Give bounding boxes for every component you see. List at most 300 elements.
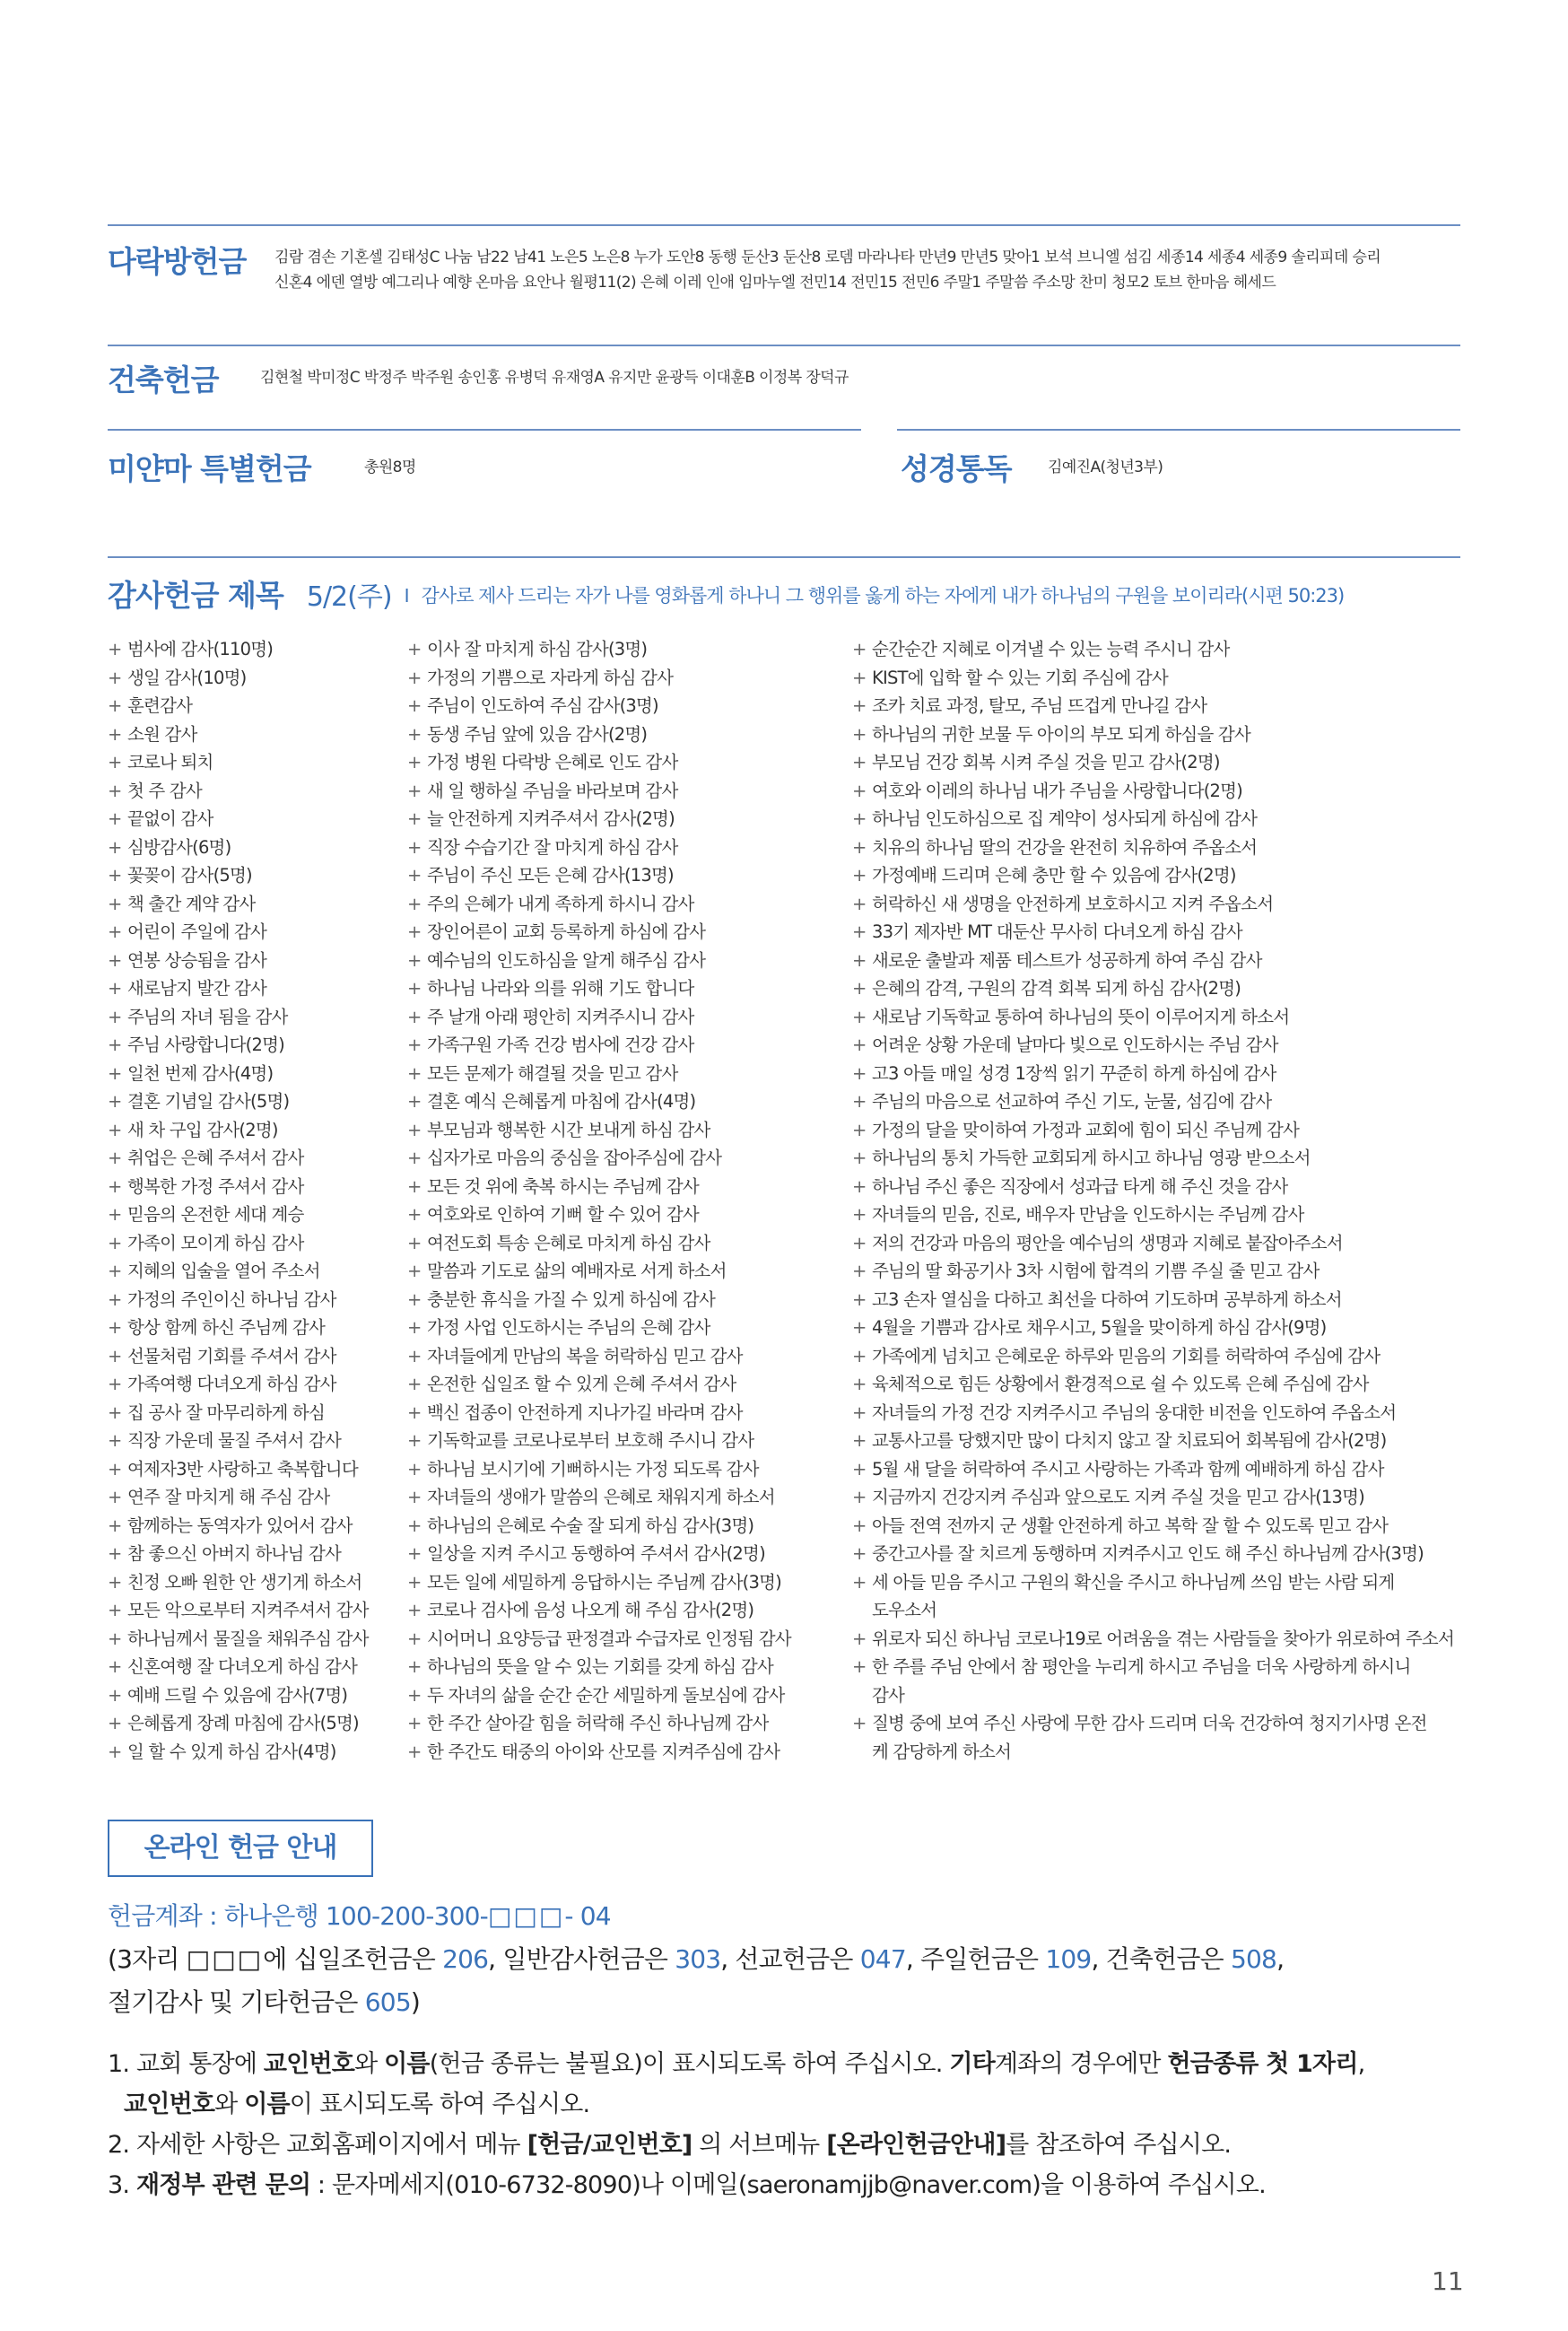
- thanks-item: [108, 1200, 395, 1229]
- thanks-item-text: 모든 일에 세밀하게 응답하시는 주님께 감사(3명): [427, 1571, 781, 1593]
- note-1-bold-d: 헌금종류 첫 1자리: [1167, 2050, 1358, 2078]
- thanks-item: [852, 777, 1462, 806]
- plus-icon: +: [407, 1487, 422, 1507]
- thanks-item: [852, 1427, 1462, 1455]
- account-codes-line: [108, 1938, 1284, 1981]
- plus-icon: +: [407, 639, 422, 659]
- plus-icon: +: [852, 949, 867, 971]
- thanks-item: [108, 1116, 395, 1145]
- thanks-item-text: 믿음의 온전한 세대 계승: [127, 1204, 304, 1225]
- plus-icon: +: [108, 1119, 122, 1140]
- thanks-item: [852, 692, 1462, 720]
- note-3: [108, 2165, 1364, 2205]
- thanks-item: [108, 1229, 395, 1258]
- thanks-item-text: 예배 드릴 수 있음에 감사(7명): [127, 1684, 348, 1706]
- thanks-item-text: 말씀과 기도로 삶의 예배자로 서게 하소서: [427, 1261, 727, 1281]
- thanks-item-text: 기독학교를 코로나로부터 보호해 주시니 감사: [427, 1430, 754, 1451]
- thanks-item: [852, 1144, 1462, 1173]
- thanks-item: [852, 1596, 1462, 1625]
- thanks-item-text: 행복한 가정 주셔서 감사: [127, 1175, 304, 1197]
- thanks-item-text: 연주 잘 마치게 해 주심 감사: [127, 1487, 330, 1507]
- plus-icon: +: [852, 1401, 867, 1423]
- plus-icon: +: [407, 1288, 422, 1310]
- thanks-item-text: 한 주간도 태중의 아이와 산모를 지켜주심에 감사: [427, 1741, 780, 1762]
- thanks-item: [852, 1173, 1462, 1201]
- thanks-column-2: [407, 635, 838, 1766]
- note-1-text-d: 계좌의 경우에만: [994, 2050, 1168, 2078]
- thanks-item-text: 범사에 감사(110명): [127, 639, 274, 659]
- plus-icon: +: [108, 949, 122, 971]
- thanks-item: [852, 1286, 1462, 1314]
- thanks-item-text: 한 주를 주님 안에서 참 평안을 누리게 하시고 주님을 더욱 사랑하게 하시니: [872, 1656, 1411, 1677]
- note-2-bold-b: [온라인헌금안내]: [826, 2131, 1006, 2159]
- plus-icon: +: [407, 1148, 422, 1168]
- thanks-item-text: 하나님 인도하심으로 집 계약이 성사되게 하심에 감사: [872, 808, 1258, 829]
- thanks-item: [852, 664, 1462, 693]
- note-3-text-a: 3.: [108, 2171, 136, 2199]
- thanks-item: [108, 1653, 395, 1681]
- thanks-item-text: 33기 제자반 MT 대둔산 무사히 다녀오게 하심 감사: [872, 921, 1242, 942]
- plus-icon: +: [852, 1458, 867, 1480]
- plus-icon: +: [852, 1543, 867, 1564]
- thanks-item: [407, 890, 838, 919]
- plus-icon: +: [407, 1741, 422, 1762]
- thanks-item: [407, 834, 838, 862]
- plus-icon: +: [852, 667, 867, 688]
- thanks-item: [108, 720, 395, 749]
- thanks-item: [407, 692, 838, 720]
- code-building: 508: [1231, 1944, 1277, 1974]
- note-1-text-a: 1. 교회 통장에: [108, 2050, 264, 2078]
- thanks-item-text: 도우소서: [872, 1600, 937, 1620]
- thanks-item-text: 훈련감사: [127, 695, 193, 716]
- plus-icon: +: [852, 1261, 867, 1281]
- plus-icon: +: [852, 1062, 867, 1084]
- thanks-item-text: 주의 은혜가 내게 족하게 하시니 감사: [427, 893, 694, 914]
- note-2-bold-a: [헌금/교인번호]: [527, 2131, 693, 2159]
- note-2: [108, 2125, 1364, 2165]
- plus-icon: +: [108, 1628, 122, 1649]
- thanks-item-text: 고3 아들 매일 성경 1장씩 읽기 꾸준히 하게 하심에 감사: [872, 1062, 1276, 1084]
- plus-icon: +: [407, 893, 422, 914]
- thanks-item-text: 결혼 기념일 감사(5명): [127, 1091, 290, 1112]
- thanks-item: [108, 1427, 395, 1455]
- codes-prefix: (3자리: [108, 1944, 179, 1974]
- account-boxes: □□□: [487, 1901, 565, 1931]
- thanks-item: [407, 1229, 838, 1258]
- thanks-column-1: [108, 635, 395, 1766]
- plus-icon: +: [852, 978, 867, 999]
- thanks-item: [407, 1709, 838, 1738]
- note-2-text-c: 를 참조하여 주십시오.: [1006, 2131, 1232, 2159]
- plus-icon: +: [852, 639, 867, 659]
- thanks-item-text: 은혜롭게 장례 마침에 감사(5명): [127, 1713, 359, 1733]
- thanks-item: [407, 777, 838, 806]
- code-sunday: 109: [1045, 1944, 1092, 1974]
- thanks-item-text: 가족여행 다녀오게 하심 감사: [127, 1374, 336, 1394]
- thanks-item-text: 이사 잘 마치게 하심 감사(3명): [427, 639, 648, 659]
- thanks-item-text: 직장 수습기간 잘 마치게 하심 감사: [427, 836, 678, 858]
- thanks-item: [852, 1455, 1462, 1484]
- thanks-item: [108, 1596, 395, 1625]
- plus-icon: +: [852, 780, 867, 801]
- online-notes: [108, 2044, 1364, 2205]
- plus-icon: +: [407, 752, 422, 773]
- thanks-item-text: 부모님 건강 회복 시켜 주실 것을 믿고 감사(2명): [872, 752, 1220, 773]
- thanks-item-text: 새 차 구입 감사(2명): [127, 1119, 278, 1140]
- thanks-item: [852, 918, 1462, 947]
- thanks-item-text: 생일 감사(10명): [127, 667, 247, 688]
- thanks-item: [407, 1257, 838, 1286]
- thanks-item: [108, 890, 395, 919]
- thanks-item: [407, 1370, 838, 1399]
- plus-icon: +: [407, 1175, 422, 1197]
- plus-icon: +: [108, 921, 122, 942]
- thanks-item-text: 하나님의 귀한 보물 두 아이의 부모 되게 하심을 감사: [872, 723, 1250, 745]
- note-1: [108, 2044, 1364, 2084]
- plus-icon: +: [852, 1345, 867, 1366]
- thanks-item: [852, 1399, 1462, 1427]
- plus-icon: +: [108, 1261, 122, 1281]
- thanks-item: [407, 664, 838, 693]
- plus-icon: +: [407, 1232, 422, 1253]
- thanks-item-text: 주 날개 아래 평안히 지켜주시니 감사: [427, 1006, 694, 1027]
- codes-comma: ,: [1276, 1944, 1285, 1974]
- thanks-item: [407, 1455, 838, 1484]
- darakbang-line-2: 신혼4 에덴 열방 예그리나 예향 온마음 요안나 월평11(2) 은혜 이레 인애 임마누엘 전민14 전민15 전민6 주말1 주말씀 주소망 찬미 청모2 토브 한마음 헤세드: [274, 274, 1276, 292]
- thanks-item: [852, 1738, 1462, 1767]
- thanks-item-text: 새로남지 발간 감사: [127, 978, 267, 999]
- thanks-header: [108, 572, 1344, 615]
- thanks-item: [407, 918, 838, 947]
- thanks-item: [407, 1653, 838, 1681]
- thanks-item: [852, 1003, 1462, 1032]
- thanks-item-text: 집 공사 잘 마무리하게 하심: [127, 1401, 326, 1423]
- account-label: 헌금계좌 : 하나은행 100-200-300-: [108, 1901, 488, 1931]
- plus-icon: +: [407, 1006, 422, 1027]
- myanmar-title: 미얀마 특별헌금: [108, 451, 311, 486]
- thanks-item: [108, 1031, 395, 1060]
- thanks-item: [108, 1173, 395, 1201]
- thanks-item-text: 새로남 기독학교 통하여 하나님의 뜻이 이루어지게 하소서: [872, 1006, 1290, 1027]
- thanks-item: [852, 834, 1462, 862]
- thanks-item-text: 연봉 상승됨을 감사: [127, 949, 267, 971]
- plus-icon: +: [108, 1345, 122, 1366]
- thanks-item-text: 부모님과 행복한 시간 보내게 하심 감사: [427, 1119, 710, 1140]
- plus-icon: +: [852, 1148, 867, 1168]
- darakbang-names: [274, 245, 1468, 295]
- thanks-item-text: 취업은 은혜 주셔서 감사: [127, 1148, 304, 1168]
- thanks-item: [108, 664, 395, 693]
- plus-icon: +: [852, 1091, 867, 1112]
- thanks-item: [407, 1144, 838, 1173]
- plus-icon: +: [407, 1600, 422, 1620]
- codes-text-sunday: , 주일헌금은: [905, 1944, 1039, 1974]
- thanks-item: [108, 1681, 395, 1710]
- thanks-item: [852, 1257, 1462, 1286]
- plus-icon: +: [407, 780, 422, 801]
- account-line: [108, 1895, 611, 1938]
- thanks-item-text: 하나님께서 물질을 채워주심 감사: [127, 1628, 369, 1649]
- note-3-text-b: : 문자메세지(010-6732-8090)나 이메일(saeronamjjb@naver.com)을 이용하여 주십시오.: [310, 2171, 1266, 2199]
- thanks-item-text: 지혜의 입술을 열어 주소서: [127, 1261, 320, 1281]
- plus-icon: +: [852, 1374, 867, 1394]
- thanks-item-text: 순간순간 지혜로 이겨낼 수 있는 능력 주시니 감사: [872, 639, 1230, 659]
- thanks-item-text: 조카 치료 과정, 탈모, 주님 뜨겁게 만나길 감사: [872, 695, 1207, 716]
- thanks-item: [852, 861, 1462, 890]
- thanks-item-text: 소원 감사: [127, 723, 197, 745]
- code-tithe: 206: [442, 1944, 489, 1974]
- thanks-item-text: 어려운 상황 가운데 날마다 빛으로 인도하시는 주님 감사: [872, 1035, 1278, 1055]
- thanks-item: [108, 1399, 395, 1427]
- plus-icon: +: [852, 1487, 867, 1507]
- thanks-item: [852, 1087, 1462, 1116]
- thanks-item: [407, 1286, 838, 1314]
- plus-icon: +: [108, 1204, 122, 1225]
- thanks-item-text: 여호와로 인하여 기뻐 할 수 있어 감사: [427, 1204, 699, 1225]
- plus-icon: +: [407, 1430, 422, 1451]
- thanks-item-text: 장인어른이 교회 등록하게 하심에 감사: [427, 921, 706, 942]
- thanks-verse: 감사로 제사 드리는 자가 나를 영화롭게 하나니 그 행위를 옳게 하는 자에게 내가 하나님의 구원을 보이리라(시편 50:23): [421, 585, 1345, 607]
- thanks-item-text: 여전도회 특송 은혜로 마치게 하심 감사: [427, 1232, 710, 1253]
- plus-icon: +: [108, 639, 122, 659]
- thanks-item: [852, 1540, 1462, 1568]
- note-1b-text-b: 이 표시되도록 하여 주십시오.: [289, 2091, 590, 2118]
- thanks-item-text: 허락하신 새 생명을 안전하게 보호하시고 지켜 주옵소서: [872, 893, 1274, 914]
- thanks-item: [108, 1144, 395, 1173]
- thanks-item-text: 교통사고를 당했지만 많이 다치지 않고 잘 치료되어 회복됨에 감사(2명): [872, 1430, 1387, 1451]
- account-suffix: - 04: [564, 1901, 611, 1931]
- plus-icon: +: [108, 808, 122, 829]
- thanks-item: [852, 1116, 1462, 1145]
- thanks-item-text: 자녀들의 생애가 말씀의 은혜로 채워지게 하소서: [427, 1487, 775, 1507]
- note-1-text-c: (헌금 종류는 불필요)이 표시되도록 하여 주십시오.: [429, 2050, 950, 2078]
- plus-icon: +: [108, 1458, 122, 1480]
- note-2-text-b: 의 서브메뉴: [692, 2131, 827, 2159]
- plus-icon: +: [407, 1317, 422, 1338]
- plus-icon: +: [108, 723, 122, 745]
- thanks-item: [108, 1370, 395, 1399]
- thanks-item-text: 동생 주님 앞에 있음 감사(2명): [427, 723, 648, 745]
- thanks-item: [407, 1342, 838, 1371]
- thanks-item-text: 주님 사랑합니다(2명): [127, 1035, 284, 1055]
- plus-icon: +: [852, 1119, 867, 1140]
- plus-icon: +: [108, 1091, 122, 1112]
- thanks-item: [407, 1483, 838, 1512]
- plus-icon: +: [108, 1430, 122, 1451]
- code-mission: 047: [859, 1944, 906, 1974]
- building-top-rule: [108, 345, 1460, 346]
- plus-icon: +: [852, 1571, 867, 1593]
- thanks-item-text: 가족이 모이게 하심 감사: [127, 1232, 304, 1253]
- thanks-item: [108, 1060, 395, 1088]
- thanks-item-text: 자녀들에게 만남의 복을 허락하심 믿고 감사: [427, 1345, 743, 1366]
- thanks-item-text: 온전한 십일조 할 수 있게 은혜 주셔서 감사: [427, 1374, 736, 1394]
- thanks-item-text: 주님이 인도하여 주심 감사(3명): [427, 695, 658, 716]
- darakbang-title: 다락방헌금: [108, 244, 247, 279]
- plus-icon: +: [407, 1035, 422, 1055]
- darakbang-top-rule: [108, 224, 1460, 226]
- myanmar-names: 총원8명: [364, 458, 416, 476]
- account-codes-line-2: [108, 1981, 420, 2024]
- thanks-item-text: 코로나 퇴치: [127, 752, 213, 773]
- thanks-item-text: 가정의 달을 맞이하여 가정과 교회에 힘이 되신 주님께 감사: [872, 1119, 1300, 1140]
- thanks-item-text: 가정의 기쁨으로 자라게 하심 감사: [427, 667, 674, 688]
- thanks-item-text: 일 할 수 있게 하심 감사(4명): [127, 1741, 336, 1762]
- thanks-item-text: 모든 것 위에 축복 하시는 주님께 감사: [427, 1175, 699, 1197]
- thanks-item-text: 함께하는 동역자가 있어서 감사: [127, 1515, 353, 1536]
- thanks-item: [407, 1200, 838, 1229]
- plus-icon: +: [108, 836, 122, 858]
- thanks-item: [407, 1427, 838, 1455]
- thanks-item-text: 주님의 마음으로 선교하여 주신 기도, 눈물, 섬김에 감사: [872, 1091, 1272, 1112]
- thanks-item: [108, 1540, 395, 1568]
- thanks-item-text: 은혜의 감격, 구원의 감격 회복 되게 하심 감사(2명): [872, 978, 1241, 999]
- thanks-item-text: 질병 중에 보여 주신 사랑에 무한 감사 드리며 더욱 건강하여 청지기사명 온전: [872, 1713, 1427, 1733]
- thanks-item: [852, 1314, 1462, 1342]
- thanks-item: [852, 635, 1462, 664]
- plus-icon: +: [407, 1656, 422, 1677]
- plus-icon: +: [108, 1232, 122, 1253]
- thanks-item: [108, 1483, 395, 1512]
- thanks-item-text: 직장 가운데 물질 주셔서 감사: [127, 1430, 342, 1451]
- thanks-item: [407, 861, 838, 890]
- plus-icon: +: [852, 808, 867, 829]
- thanks-item-text: 하나님 주신 좋은 직장에서 성과급 타게 해 주신 것을 감사: [872, 1175, 1288, 1197]
- plus-icon: +: [407, 1515, 422, 1536]
- plus-icon: +: [852, 1204, 867, 1225]
- thanks-item-text: 가정의 주인이신 하나님 감사: [127, 1288, 336, 1310]
- plus-icon: +: [407, 695, 422, 716]
- thanks-item-text: 끝없이 감사: [127, 808, 213, 829]
- thanks-item-text: KIST에 입학 할 수 있는 기회 주심에 감사: [872, 667, 1168, 688]
- thanks-item: [852, 720, 1462, 749]
- thanks-item: [108, 1286, 395, 1314]
- plus-icon: +: [108, 667, 122, 688]
- plus-icon: +: [108, 1035, 122, 1055]
- thanks-item-text: 주님의 자녀 됨을 감사: [127, 1006, 288, 1027]
- thanks-item: [407, 1568, 838, 1597]
- page-number: 11: [1432, 2266, 1464, 2296]
- plus-icon: +: [108, 1374, 122, 1394]
- thanks-item-text: 여호와 이레의 하나님 내가 주님을 사랑합니다(2명): [872, 780, 1242, 801]
- plus-icon: +: [108, 893, 122, 914]
- plus-icon: +: [108, 1148, 122, 1168]
- note-3-bold-a: 재정부 관련 문의: [135, 2171, 311, 2199]
- thanks-item-text: 모든 악으로부터 지켜주셔서 감사: [127, 1600, 369, 1620]
- plus-icon: +: [852, 1006, 867, 1027]
- codes-boxes: □□□: [186, 1944, 264, 1974]
- plus-icon: +: [108, 1317, 122, 1338]
- thanks-item-text: 고3 손자 열심을 다하고 최선을 다하여 기도하며 공부하게 하소서: [872, 1288, 1342, 1310]
- plus-icon: +: [407, 1571, 422, 1593]
- plus-icon: +: [852, 836, 867, 858]
- plus-icon: +: [852, 1713, 867, 1733]
- thanks-item-text: 신혼여행 잘 다녀오게 하심 감사: [127, 1656, 358, 1677]
- note-1-cont: [108, 2084, 1364, 2125]
- thanks-item-text: 한 주간 살아갈 힘을 허락해 주신 하나님께 감사: [427, 1713, 769, 1733]
- plus-icon: +: [407, 921, 422, 942]
- plus-icon: +: [108, 1401, 122, 1423]
- thanks-item: [108, 1625, 395, 1654]
- myanmar-top-rule: [108, 429, 861, 431]
- bible-names: 김예진A(청년3부): [1048, 458, 1163, 476]
- thanks-item: [108, 947, 395, 975]
- thanks-item-text: 하나님의 은혜로 수술 잘 되게 하심 감사(3명): [427, 1515, 754, 1536]
- thanks-title: 감사헌금 제목: [108, 578, 283, 613]
- thanks-item: [852, 1568, 1462, 1597]
- thanks-item-text: 일상을 지켜 주시고 동행하여 주셔서 감사(2명): [427, 1543, 765, 1564]
- thanks-item: [852, 1031, 1462, 1060]
- plus-icon: +: [108, 1543, 122, 1564]
- thanks-item-text: 하나님의 뜻을 알 수 있는 기회를 갖게 하심 감사: [427, 1656, 773, 1677]
- plus-icon: +: [407, 808, 422, 829]
- thanks-item-text: 지금까지 건강지켜 주심과 앞으로도 지켜 주실 것을 믿고 감사(13명): [872, 1487, 1364, 1507]
- thanks-item: [852, 1229, 1462, 1258]
- thanks-item-text: 결혼 예식 은혜롭게 마침에 감사(4명): [427, 1091, 696, 1112]
- thanks-item: [852, 890, 1462, 919]
- thanks-item-text: 주님이 주신 모든 은혜 감사(13명): [427, 865, 674, 886]
- thanks-date: 5/2(주): [306, 581, 392, 613]
- plus-icon: +: [108, 1684, 122, 1706]
- bible-top-rule: [897, 429, 1460, 431]
- thanks-item: [852, 974, 1462, 1003]
- plus-icon: +: [108, 1713, 122, 1733]
- plus-icon: +: [407, 1713, 422, 1733]
- thanks-separator: I: [404, 585, 409, 607]
- thanks-item: [407, 1003, 838, 1032]
- thanks-item: [108, 1087, 395, 1116]
- plus-icon: +: [852, 1656, 867, 1677]
- thanks-item: [407, 1540, 838, 1568]
- note-1-bold-c: 기타: [949, 2050, 995, 2078]
- codes-close: ): [410, 1987, 420, 2017]
- thanks-item-text: 가정 병원 다락방 은혜로 인도 감사: [427, 752, 678, 773]
- thanks-item: [108, 748, 395, 777]
- code-other: 605: [364, 1987, 411, 2017]
- thanks-item: [108, 1342, 395, 1371]
- thanks-item-text: 책 출간 계약 감사: [127, 893, 256, 914]
- plus-icon: +: [108, 1515, 122, 1536]
- thanks-item: [852, 1060, 1462, 1088]
- thanks-item: [108, 1003, 395, 1032]
- thanks-item: [852, 1681, 1462, 1710]
- thanks-item-text: 감사: [872, 1684, 905, 1706]
- thanks-item-text: 5월 새 달을 허락하여 주시고 사랑하는 가족과 함께 예배하게 하심 감사: [872, 1458, 1384, 1480]
- thanks-item-text: 모든 문제가 해결될 것을 믿고 감사: [427, 1062, 678, 1084]
- plus-icon: +: [407, 1345, 422, 1366]
- thanks-item-text: 친정 오빠 원한 안 생기게 하소서: [127, 1571, 362, 1593]
- plus-icon: +: [407, 978, 422, 999]
- thanks-item-text: 하나님 나라와 의를 위해 기도 합니다: [427, 978, 694, 999]
- darakbang-line-1: 김람 겸손 기혼셀 김태성C 나눔 남22 남41 노은5 노은8 누가 도안8 동행 둔산3 둔산8 로뎀 마라나타 만년9 만년5 맞아1 보석 브니엘 섬김 세종14 세종4 세종9 솔리피데 승리: [274, 249, 1381, 266]
- thanks-item: [108, 1738, 395, 1767]
- codes-text-other: 절기감사 및 기타헌금은: [108, 1987, 358, 2017]
- plus-icon: +: [407, 1119, 422, 1140]
- thanks-item: [108, 692, 395, 720]
- thanks-item: [407, 1738, 838, 1767]
- thanks-item: [108, 1512, 395, 1541]
- plus-icon: +: [852, 893, 867, 914]
- thanks-item: [407, 1060, 838, 1088]
- thanks-item-text: 중간고사를 잘 치르게 동행하며 지켜주시고 인도 해 주신 하나님께 감사(3명): [872, 1543, 1424, 1564]
- plus-icon: +: [852, 1175, 867, 1197]
- thanks-item-text: 항상 함께 하신 주님께 감사: [127, 1317, 326, 1338]
- plus-icon: +: [108, 1288, 122, 1310]
- thanks-item: [407, 1681, 838, 1710]
- plus-icon: +: [852, 1515, 867, 1536]
- plus-icon: +: [108, 1571, 122, 1593]
